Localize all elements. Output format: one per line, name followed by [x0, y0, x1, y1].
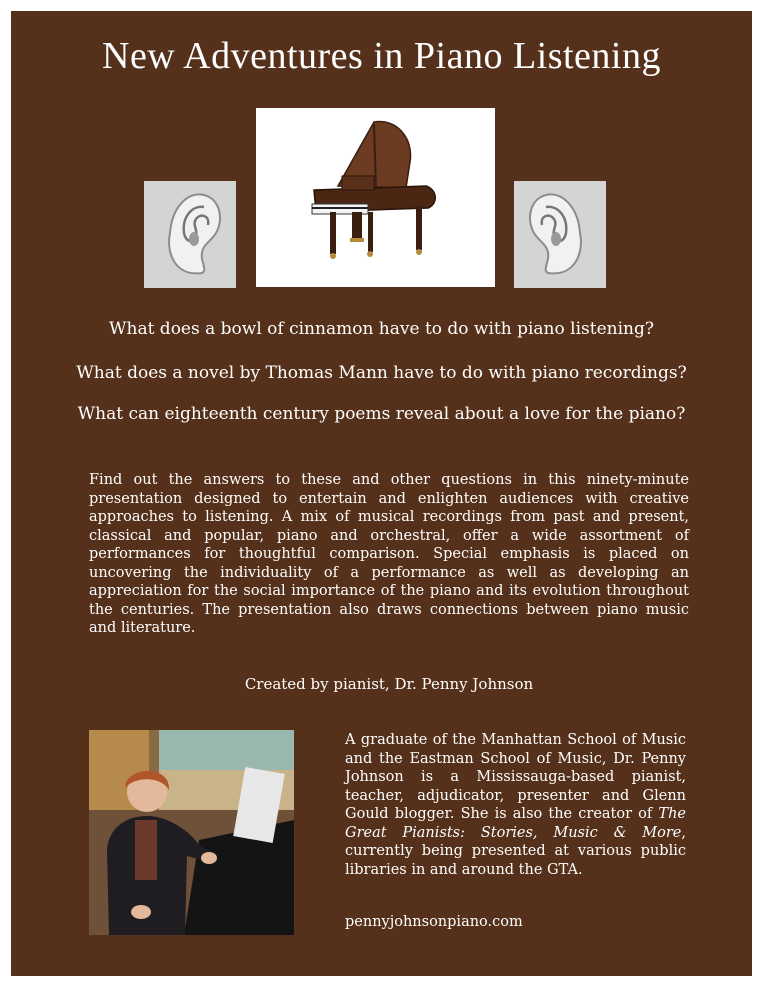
question-cinnamon: What does a bowl of cinnamon have to do with piano listening?	[109, 319, 654, 339]
bio-text-end: , currently being presented at various public libraries in and around the GTA.	[345, 824, 686, 878]
pianist-portrait	[89, 730, 294, 935]
ear-icon	[514, 181, 606, 288]
bio-work-title: The Great Pianists: Stories, Music & More	[345, 806, 686, 841]
ear-icon	[144, 181, 236, 288]
bio-text-start: A graduate of the Manhattan School of Music and the Eastman School of Music, Dr. Penny Johnson is a Mississauga-based pianist, teacher, adjudicator, presenter and Glenn Gould blogger. She is also the creator of	[345, 732, 686, 822]
flyer-panel	[11, 11, 752, 976]
biography-paragraph	[345, 731, 686, 879]
website-link[interactable]: pennyjohnsonpiano.com	[345, 914, 523, 930]
grand-piano-image	[256, 108, 495, 287]
description-paragraph: Find out the answers to these and other questions in this ninety-minute presentation designed to entertain and enlighten audiences with creative approaches to listening. A mix of musical recordings from past and present, classical and popular, piano and orchestral, offer a wide assortment of performances for thoughtful comparison. Special emphasis is placed on uncovering the individuality of a performance as well as developing an appreciation for the social importance of the piano and its evolution throughout the centuries. The presentation also draws connections between piano music and literature.	[89, 472, 689, 636]
question-poems: What can eighteenth century poems reveal about a love for the piano?	[77, 404, 686, 424]
created-by-line: Created by pianist, Dr. Penny Johnson	[244, 675, 534, 693]
question-thomas-mann: What does a novel by Thomas Mann have to do with piano recordings?	[76, 363, 687, 383]
page-title: New Adventures in Piano Listening	[102, 35, 661, 77]
